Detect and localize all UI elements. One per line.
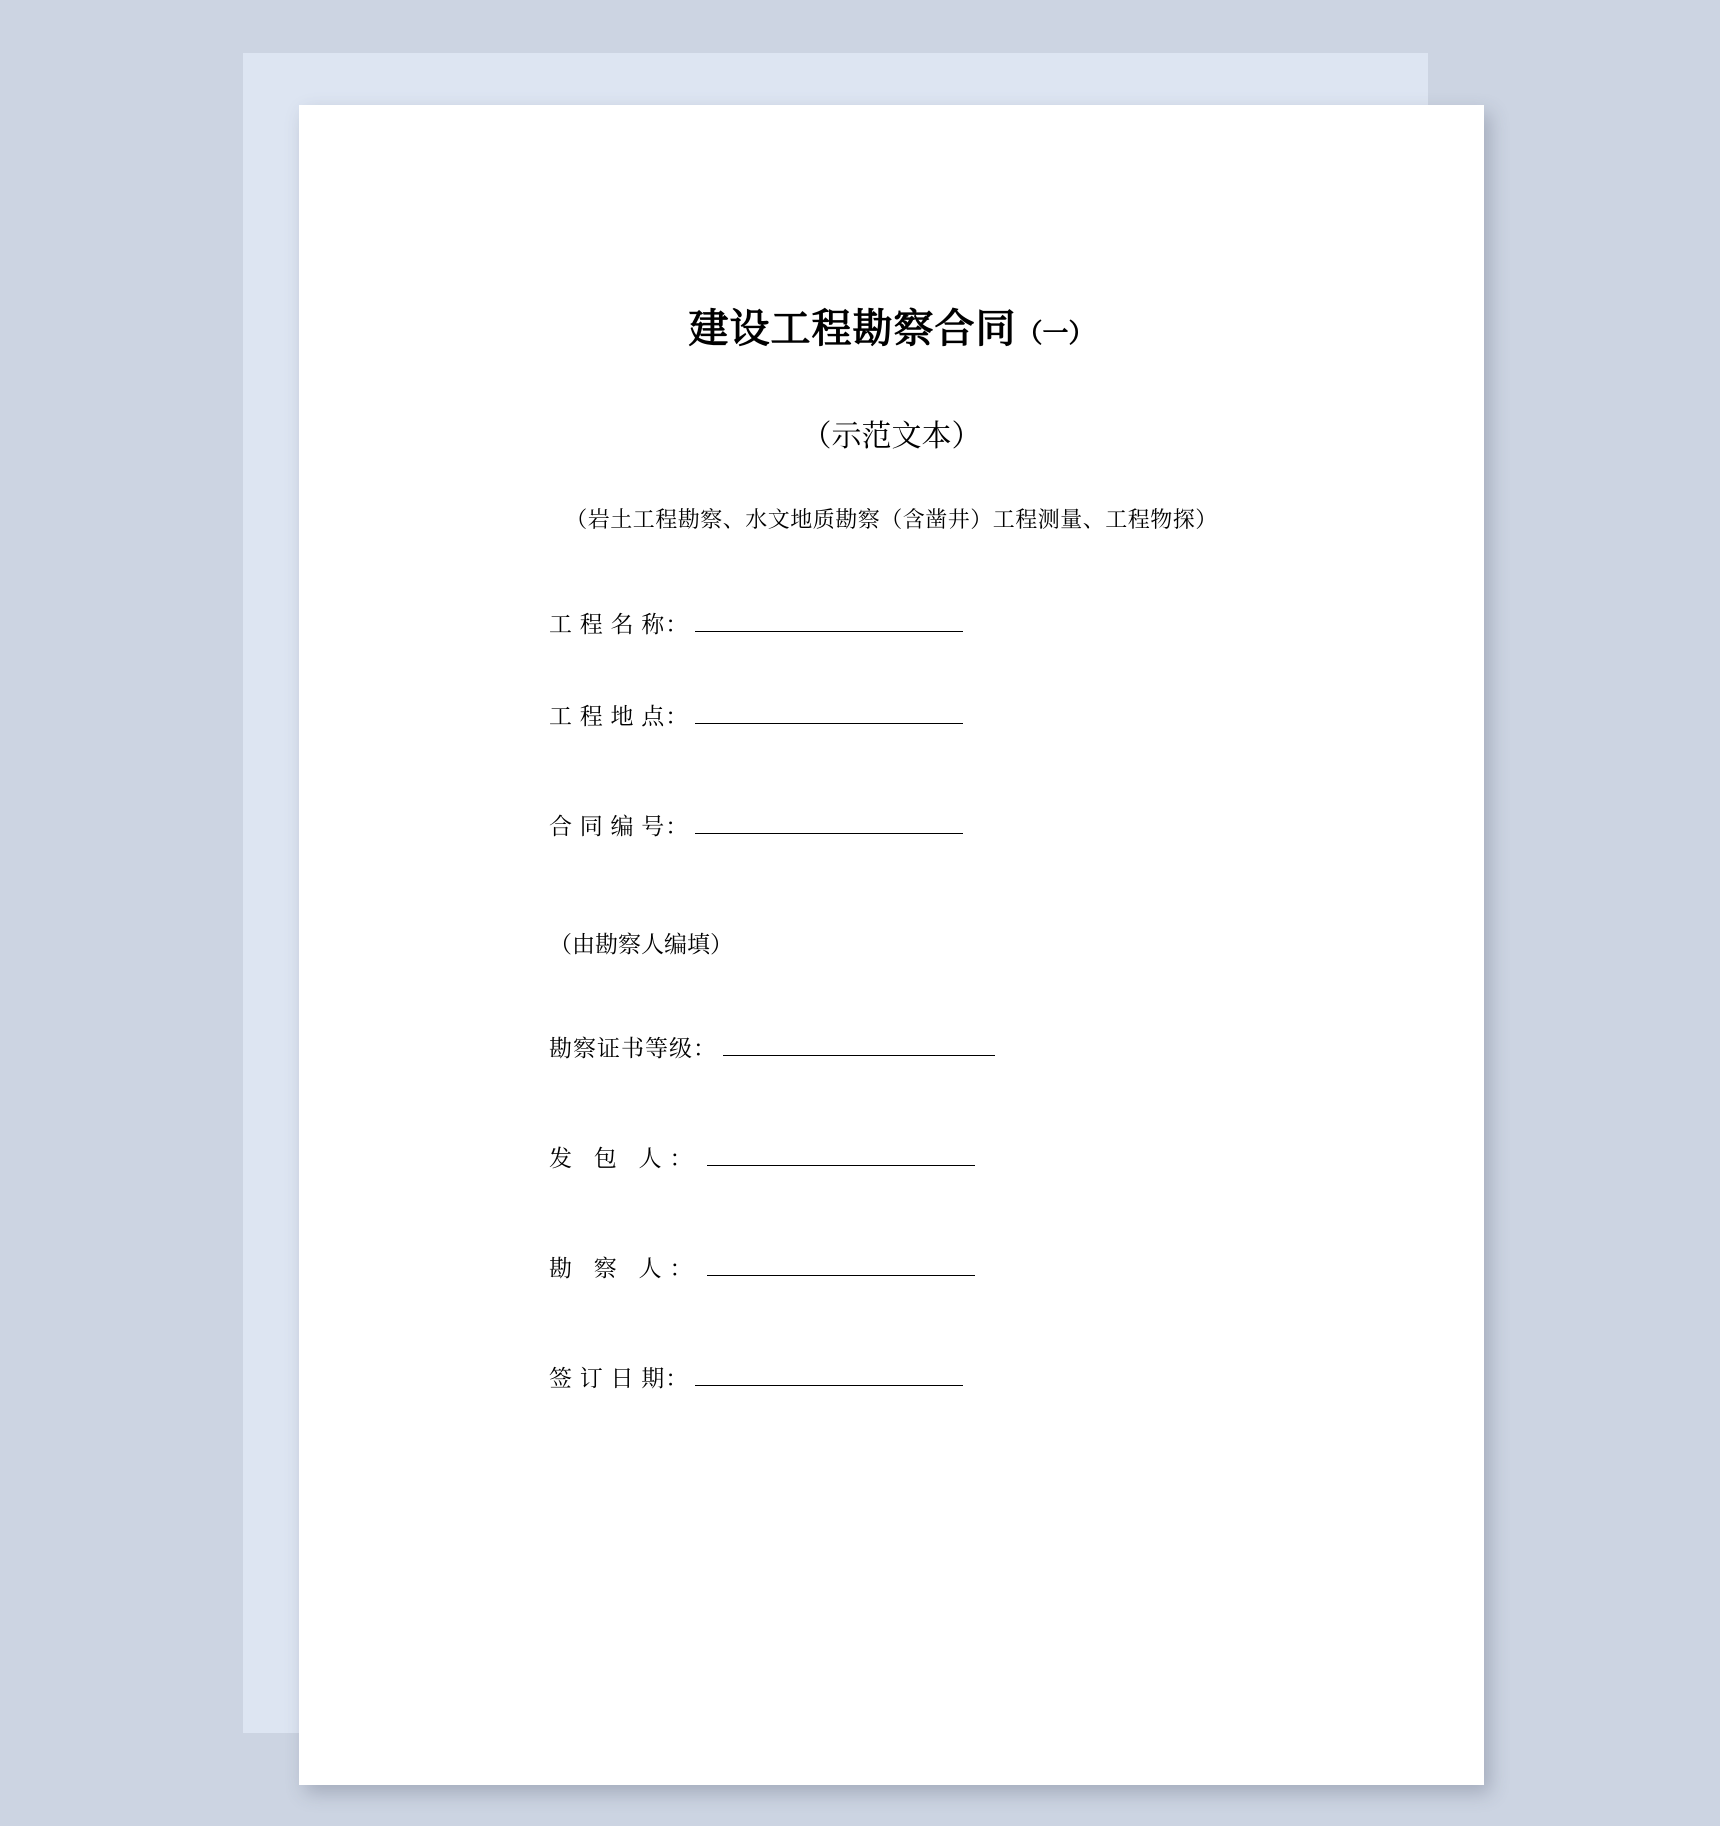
fields-group-top	[359, 606, 1424, 1470]
field-input-contract-number[interactable]	[695, 811, 963, 834]
field-row-sign-date	[359, 1360, 1424, 1470]
field-row-certificate-grade	[359, 1030, 1424, 1140]
field-row-surveyor	[359, 1250, 1424, 1360]
filler-note: （由勘察人编填）	[549, 932, 733, 957]
field-input-project-name[interactable]	[695, 609, 963, 632]
field-row-contract-number	[359, 808, 1424, 918]
document-scope-note: （岩土工程勘察、水文地质勘察（含凿井）工程测量、工程物探）	[565, 507, 1218, 532]
field-input-project-location[interactable]	[695, 701, 963, 724]
field-label-employer: 发 包 人：	[549, 1146, 701, 1171]
page-title-suffix: （一）	[1016, 319, 1095, 349]
document-subtitle: （示范文本）	[801, 420, 982, 453]
field-row-employer	[359, 1140, 1424, 1250]
field-row-project-location	[359, 698, 1424, 808]
page-content	[299, 105, 1484, 1785]
field-label-contract-number: 合 同 编 号：	[549, 814, 690, 839]
field-label-project-location: 工 程 地 点：	[549, 704, 690, 729]
field-row-project-name	[359, 606, 1424, 698]
page-title	[359, 305, 1424, 353]
field-input-certificate-grade[interactable]	[723, 1033, 995, 1056]
page-title-main: 建设工程勘察合同	[688, 306, 1017, 352]
field-label-surveyor: 勘 察 人：	[549, 1256, 701, 1281]
field-input-surveyor[interactable]	[707, 1253, 975, 1276]
document-page	[299, 105, 1484, 1785]
field-label-sign-date: 签 订 日 期：	[549, 1366, 690, 1391]
field-label-project-name: 工 程 名 称：	[549, 612, 690, 637]
field-input-sign-date[interactable]	[695, 1363, 963, 1386]
field-input-employer[interactable]	[707, 1143, 975, 1166]
field-label-certificate-grade: 勘察证书等级：	[549, 1036, 717, 1061]
